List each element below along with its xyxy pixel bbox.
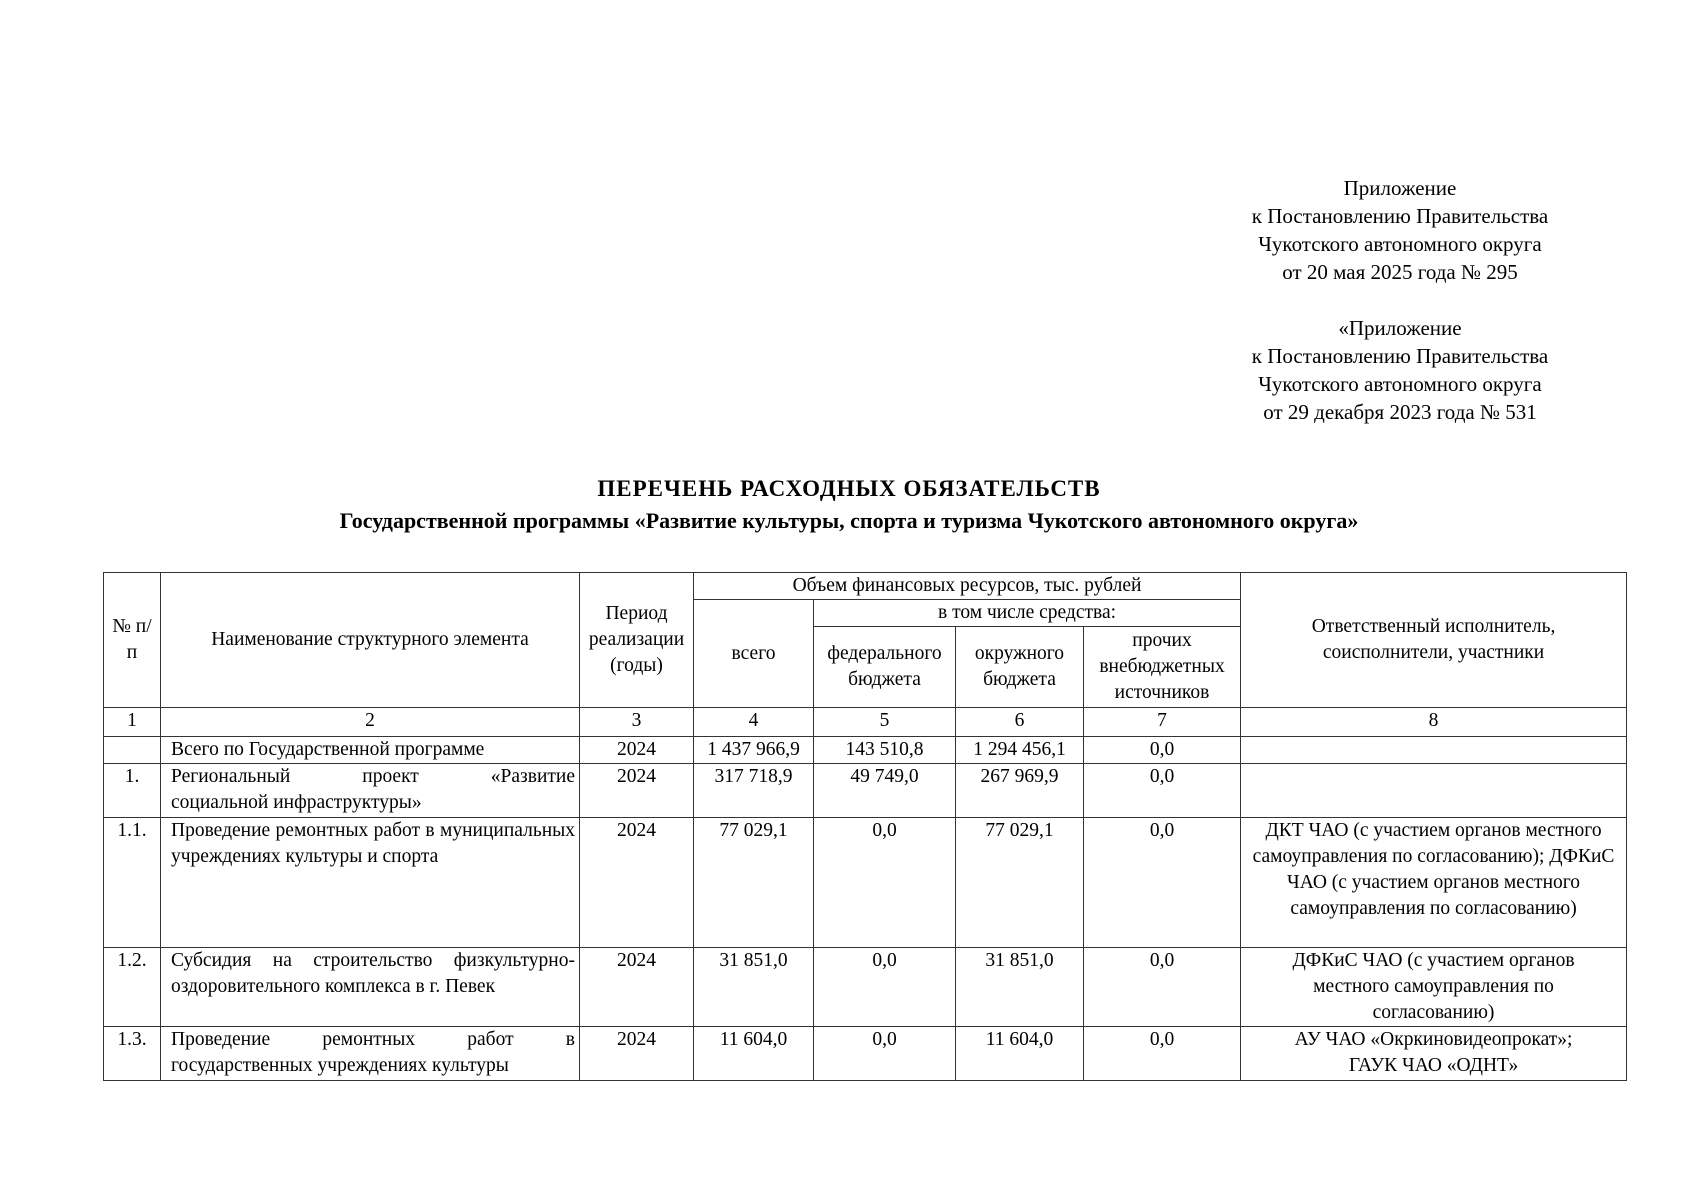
cell-responsible: АУ ЧАО «Окркиновидеопрокат»; ГАУК ЧАО «ОДНТ» <box>1241 1027 1627 1081</box>
cell-federal: 143 510,8 <box>814 737 956 764</box>
cell-name: Всего по Государственной программе <box>161 737 580 764</box>
header-name: Наименование структурного элемента <box>161 573 580 708</box>
cell-responsible: ДКТ ЧАО (с участием органов местного самоуправления по согласованию); ДФКиС ЧАО (с участием органов местного самоуправления по согласованию) <box>1241 818 1627 948</box>
cell-other: 0,0 <box>1084 818 1241 948</box>
cell-federal: 0,0 <box>814 1027 956 1081</box>
cell-district: 11 604,0 <box>956 1027 1084 1081</box>
cell-total: 11 604,0 <box>694 1027 814 1081</box>
table-row <box>104 948 1627 1027</box>
table-row-total <box>104 737 1627 764</box>
cell-name: Субсидия на строительство физкультурно-оздоровительного комплекса в г. Певек <box>161 948 580 1027</box>
column-number: 3 <box>580 708 694 737</box>
cell-federal: 0,0 <box>814 948 956 1027</box>
cell-other: 0,0 <box>1084 1027 1241 1081</box>
cell-total: 1 437 966,9 <box>694 737 814 764</box>
cell-responsible: ДФКиС ЧАО (с участием органов местного самоуправления по согласованию) <box>1241 948 1627 1027</box>
cell-period: 2024 <box>580 1027 694 1081</box>
header-period: Период реализации (годы) <box>580 573 694 708</box>
cell-federal: 49 749,0 <box>814 764 956 818</box>
cell-district: 31 851,0 <box>956 948 1084 1027</box>
appendix-line: «Приложение <box>1338 316 1462 340</box>
appendix-line: к Постановлению Правительства <box>1251 204 1549 228</box>
document-title-line1: ПЕРЕЧЕНЬ РАСХОДНЫХ ОБЯЗАТЕЛЬСТВ <box>597 476 1101 501</box>
header-responsible: Ответственный исполнитель, соисполнители, участники <box>1241 573 1627 708</box>
header-num: № п/п <box>104 573 161 708</box>
cell-total: 31 851,0 <box>694 948 814 1027</box>
cell-district: 1 294 456,1 <box>956 737 1084 764</box>
cell-district: 77 029,1 <box>956 818 1084 948</box>
cell-num <box>104 737 161 764</box>
appendix-line: к Постановлению Правительства <box>1251 344 1549 368</box>
header-federal: федерального бюджета <box>814 627 956 708</box>
column-number: 7 <box>1084 708 1241 737</box>
table-row <box>104 1027 1627 1081</box>
appendix-line: от 20 мая 2025 года № 295 <box>1282 260 1518 284</box>
cell-period: 2024 <box>580 818 694 948</box>
expenditure-table <box>103 572 1627 1081</box>
table-row <box>104 818 1627 948</box>
appendix-line: от 29 декабря 2023 года № 531 <box>1263 400 1537 424</box>
cell-total: 317 718,9 <box>694 764 814 818</box>
cell-period: 2024 <box>580 737 694 764</box>
cell-federal: 0,0 <box>814 818 956 948</box>
appendix-line: Приложение <box>1343 176 1457 200</box>
cell-period: 2024 <box>580 764 694 818</box>
appendix-original-header <box>1160 314 1640 426</box>
cell-other: 0,0 <box>1084 948 1241 1027</box>
header-including: в том числе средства: <box>814 600 1241 627</box>
cell-num: 1. <box>104 764 161 818</box>
cell-total: 77 029,1 <box>694 818 814 948</box>
cell-responsible <box>1241 764 1627 818</box>
header-other: прочих внебюджетных источников <box>1084 627 1241 708</box>
cell-name <box>161 764 580 818</box>
column-number: 8 <box>1241 708 1627 737</box>
document-title <box>0 473 1698 537</box>
cell-num: 1.3. <box>104 1027 161 1081</box>
header-finance-group: Объем финансовых ресурсов, тыс. рублей <box>694 573 1241 600</box>
cell-other: 0,0 <box>1084 764 1241 818</box>
column-number: 1 <box>104 708 161 737</box>
document-title-line2: Государственной программы «Развитие культуры, спорта и туризма Чукотского автономного округа» <box>339 508 1359 533</box>
header-total: всего <box>694 600 814 708</box>
cell-num: 1.1. <box>104 818 161 948</box>
appendix-line: Чукотского автономного округа <box>1258 232 1542 256</box>
appendix-line: Чукотского автономного округа <box>1258 372 1542 396</box>
column-number: 6 <box>956 708 1084 737</box>
column-number: 2 <box>161 708 580 737</box>
table-row <box>104 764 1627 818</box>
cell-period: 2024 <box>580 948 694 1027</box>
appendix-current-header <box>1160 174 1640 286</box>
cell-name-line: Региональный проект «Развитие <box>171 766 575 787</box>
cell-name: Проведение ремонтных работ в государственных учреждениях культуры <box>161 1027 580 1081</box>
header-district: окружного бюджета <box>956 627 1084 708</box>
cell-num: 1.2. <box>104 948 161 1027</box>
cell-responsible <box>1241 737 1627 764</box>
column-number: 5 <box>814 708 956 737</box>
cell-name-line: социальной инфраструктуры» <box>171 792 422 813</box>
cell-other: 0,0 <box>1084 737 1241 764</box>
cell-name: Проведение ремонтных работ в муниципальных учреждениях культуры и спорта <box>161 818 580 948</box>
cell-district: 267 969,9 <box>956 764 1084 818</box>
column-number: 4 <box>694 708 814 737</box>
